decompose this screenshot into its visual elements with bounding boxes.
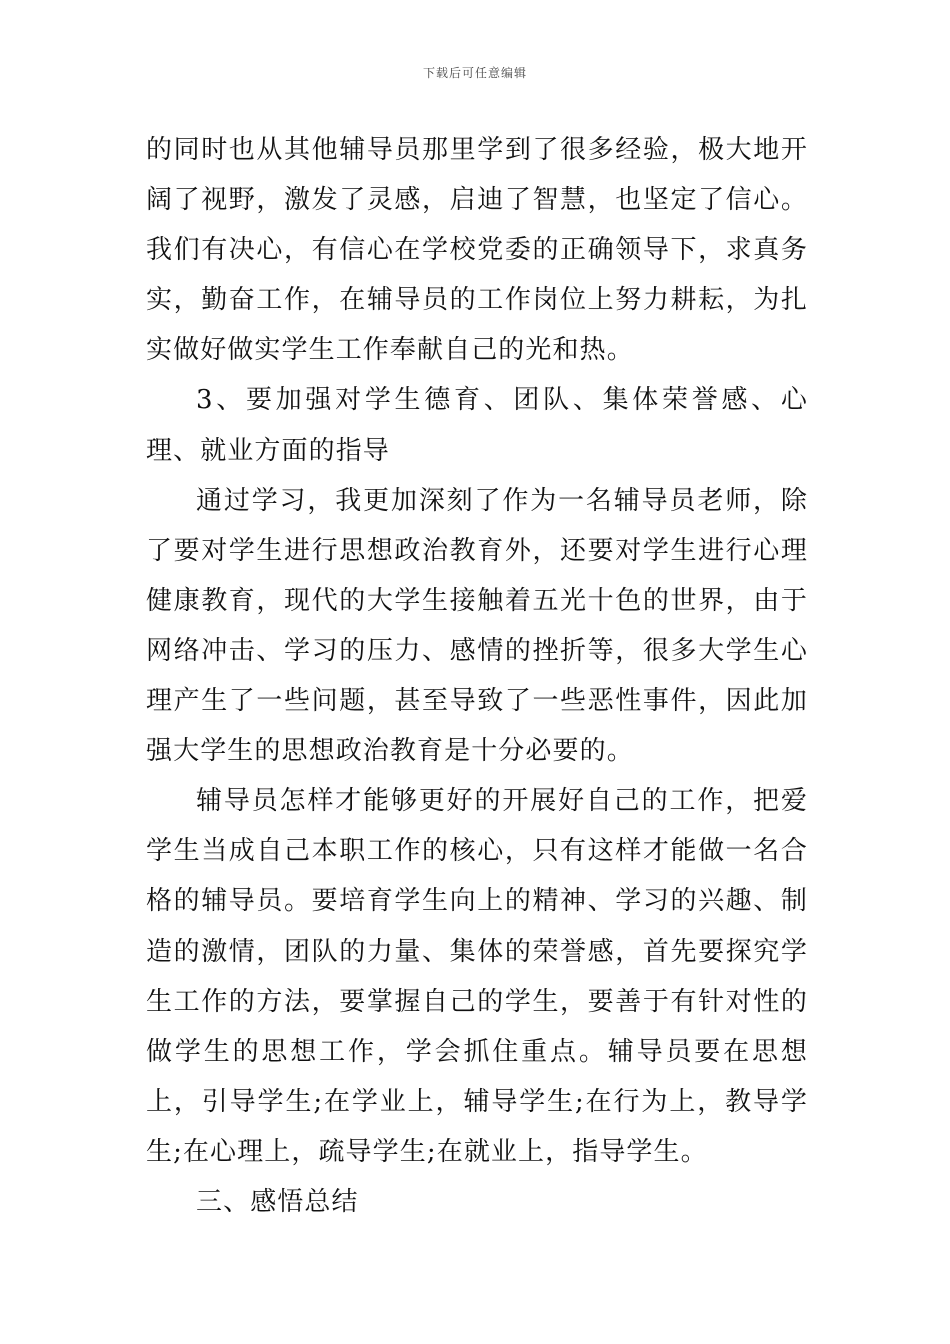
section-heading-summary: 三、感悟总结 bbox=[196, 1186, 359, 1217]
paragraph-counselor-work: 辅导员怎样才能够更好的开展好自己的工作，把爱学生当成自己本职工作的核心，只有这样才能做一名合格的辅导员。要培育学生向上的精神、学习的兴趣、制造的激情，团队的力量、集体的荣誉感，首先要探究学生工作的方法，要掌握自己的学生，要善于有针对性的做学生的思想工作，学会抓住重点。辅导员要在思想上，引导学生;在学业上，辅导学生;在行为上，教导学生;在心理上，疏导学生;在就业上，指导学生。 bbox=[146, 786, 808, 1167]
section-heading-guidance: 3、要加强对学生德育、团队、集体荣誉感、心理、就业方面的指导 bbox=[146, 385, 808, 466]
paragraph-study-reflection: 通过学习，我更加深刻了作为一名辅导员老师，除了要对学生进行思想政治教育外，还要对学生进行心理健康教育，现代的大学生接触着五光十色的世界，由于网络冲击、学习的压力、感情的挫折等，很多大学生心理产生了一些问题，甚至导致了一些恶性事件，因此加强大学生的思想政治教育是十分必要的。 bbox=[146, 485, 808, 767]
document-body bbox=[146, 125, 808, 1227]
paragraph-continued: 的同时也从其他辅导员那里学到了很多经验，极大地开阔了视野，激发了灵感，启迪了智慧，也坚定了信心。我们有决心，有信心在学校党委的正确领导下，求真务实，勤奋工作，在辅导员的工作岗位上努力耕耘，为扎实做好做实学生工作奉献自己的光和热。 bbox=[146, 135, 808, 366]
page-header-note: 下载后可任意编辑 bbox=[422, 66, 527, 80]
